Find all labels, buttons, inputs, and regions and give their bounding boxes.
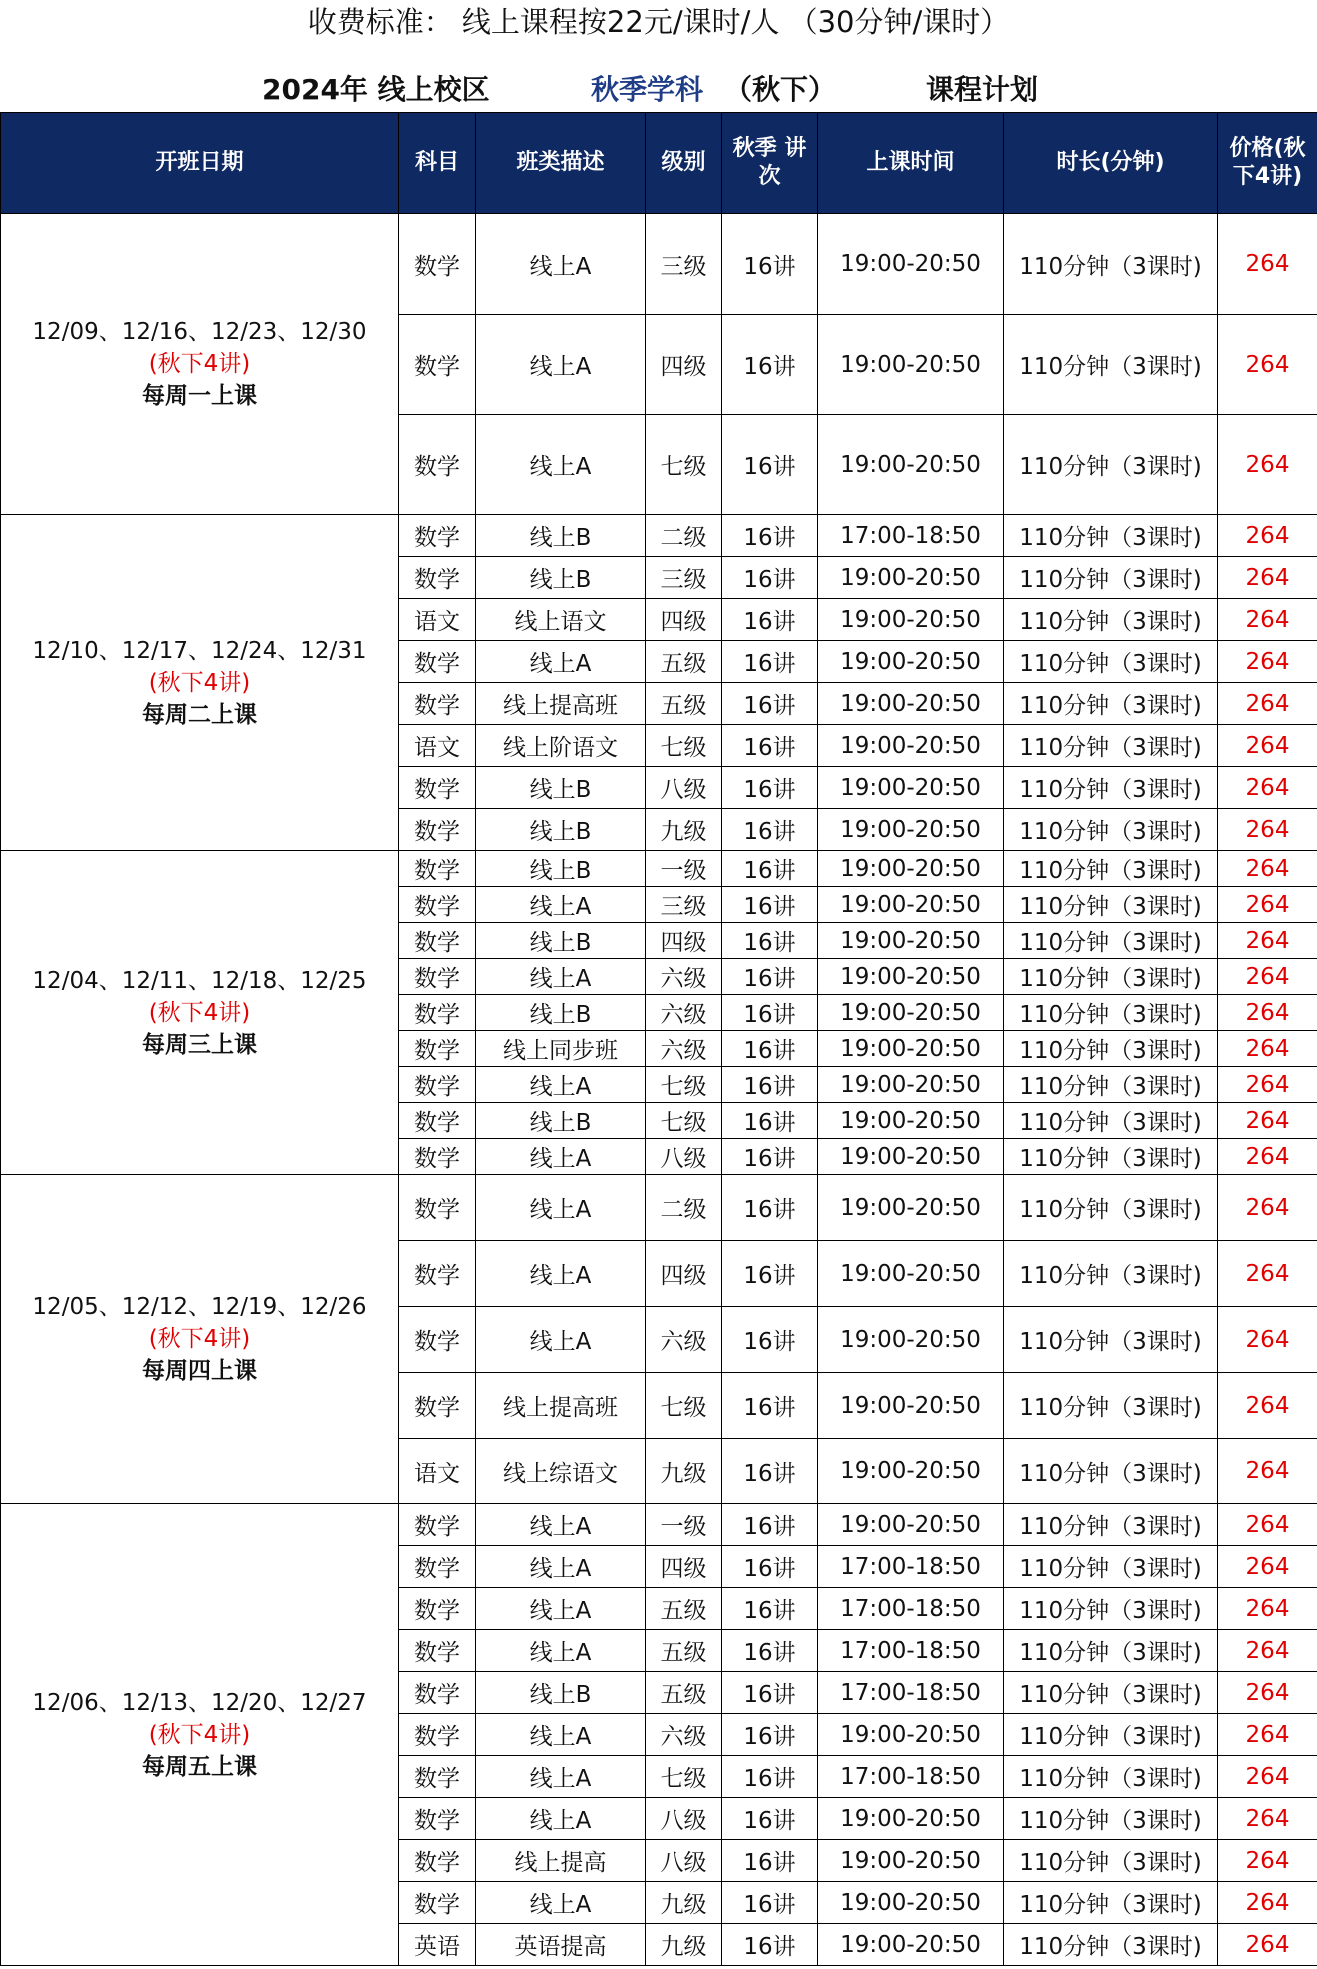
price-cell: 264 [1218,641,1317,683]
subject-cell: 数学 [399,1067,476,1103]
duration-cell: 110分钟（3课时) [1004,1139,1218,1175]
level-cell: 六级 [646,1714,722,1756]
subject-cell: 数学 [399,1714,476,1756]
subject-cell: 数学 [399,315,476,415]
duration-cell: 110分钟（3课时) [1004,1307,1218,1373]
class-type-cell: 线上B [476,1103,646,1139]
class-type-cell: 线上A [476,1882,646,1924]
price-cell: 264 [1218,923,1317,959]
subject-cell: 数学 [399,1588,476,1630]
subject-cell: 数学 [399,1373,476,1439]
level-cell: 一级 [646,1504,722,1546]
level-cell: 二级 [646,1175,722,1241]
duration-cell: 110分钟（3课时) [1004,1373,1218,1439]
duration-cell: 110分钟（3课时) [1004,214,1218,315]
duration-cell: 110分钟（3课时) [1004,995,1218,1031]
time-cell: 17:00-18:50 [818,1756,1004,1798]
price-cell: 264 [1218,1840,1317,1882]
level-cell: 四级 [646,923,722,959]
fee-standard: 收费标准： 线上课程按22元/课时/人 （30分钟/课时） [307,5,1010,39]
subject-cell: 数学 [399,515,476,557]
level-cell: 三级 [646,887,722,923]
price-cell: 264 [1218,1546,1317,1588]
subject-cell: 数学 [399,1504,476,1546]
level-cell: 二级 [646,515,722,557]
level-cell: 六级 [646,995,722,1031]
weekday-note: 每周二上课 [142,701,257,728]
time-cell: 17:00-18:50 [818,1546,1004,1588]
price-cell: 264 [1218,683,1317,725]
class-type-cell: 线上语文 [476,599,646,641]
time-cell: 19:00-20:50 [818,1067,1004,1103]
class-type-cell: 线上A [476,1546,646,1588]
class-type-cell: 线上A [476,641,646,683]
time-cell: 19:00-20:50 [818,809,1004,851]
class-type-cell: 线上提高 [476,1840,646,1882]
subject-cell: 数学 [399,641,476,683]
sessions-cell: 16讲 [722,1067,818,1103]
subject-cell: 数学 [399,557,476,599]
class-type-cell: 线上A [476,214,646,315]
sessions-cell: 16讲 [722,887,818,923]
price-cell: 264 [1218,1031,1317,1067]
time-cell: 19:00-20:50 [818,887,1004,923]
price-cell: 264 [1218,851,1317,887]
price-cell: 264 [1218,995,1317,1031]
price-cell: 264 [1218,1175,1317,1241]
price-cell: 264 [1218,599,1317,641]
level-cell: 七级 [646,1103,722,1139]
time-cell: 19:00-20:50 [818,1924,1004,1966]
class-type-cell: 线上A [476,1714,646,1756]
duration-cell: 110分钟（3课时) [1004,557,1218,599]
subject-cell: 数学 [399,1031,476,1067]
header-time: 上课时间 [818,113,1004,214]
header-start-date: 开班日期 [1,113,399,214]
price-cell: 264 [1218,1373,1317,1439]
class-type-cell: 线上A [476,1798,646,1840]
price-cell: 264 [1218,1672,1317,1714]
title-term: （秋下） [724,73,837,106]
subject-cell: 数学 [399,1756,476,1798]
duration-cell: 110分钟（3课时) [1004,1241,1218,1307]
time-cell: 19:00-20:50 [818,1103,1004,1139]
price-cell: 264 [1218,1756,1317,1798]
duration-cell: 110分钟（3课时) [1004,1103,1218,1139]
price-cell: 264 [1218,1714,1317,1756]
class-type-cell: 线上B [476,923,646,959]
subject-cell: 数学 [399,995,476,1031]
subject-cell: 数学 [399,1672,476,1714]
sessions-cell: 16讲 [722,557,818,599]
time-cell: 19:00-20:50 [818,851,1004,887]
sessions-cell: 16讲 [722,415,818,515]
sessions-cell: 16讲 [722,1546,818,1588]
price-cell: 264 [1218,1798,1317,1840]
sessions-cell: 16讲 [722,1504,818,1546]
weekday-note: 每周四上课 [142,1358,257,1384]
duration-cell: 110分钟（3课时) [1004,1924,1218,1966]
class-type-cell: 英语提高 [476,1924,646,1966]
subject-cell: 数学 [399,683,476,725]
price-cell: 264 [1218,1067,1317,1103]
time-cell: 19:00-20:50 [818,1241,1004,1307]
duration-cell: 110分钟（3课时) [1004,887,1218,923]
subject-cell: 数学 [399,923,476,959]
duration-cell: 110分钟（3课时) [1004,809,1218,851]
time-cell: 17:00-18:50 [818,1588,1004,1630]
time-cell: 19:00-20:50 [818,557,1004,599]
subject-cell: 语文 [399,1439,476,1504]
subject-cell: 数学 [399,851,476,887]
sessions-cell: 16讲 [722,1714,818,1756]
class-type-cell: 线上A [476,315,646,415]
title-plan: 课程计划 [926,73,1039,106]
header-duration: 时长(分钟) [1004,113,1218,214]
class-type-cell: 线上B [476,557,646,599]
duration-cell: 110分钟（3课时) [1004,1031,1218,1067]
sessions-cell: 16讲 [722,959,818,995]
subject-cell: 数学 [399,415,476,515]
time-cell: 19:00-20:50 [818,1714,1004,1756]
class-type-cell: 线上A [476,959,646,995]
level-cell: 九级 [646,809,722,851]
price-cell: 264 [1218,1924,1317,1966]
sessions-cell: 16讲 [722,725,818,767]
duration-cell: 110分钟（3课时) [1004,1630,1218,1672]
sessions-cell: 16讲 [722,1175,818,1241]
time-cell: 19:00-20:50 [818,995,1004,1031]
term-note: (秋下4讲) [148,1721,251,1748]
time-cell: 19:00-20:50 [818,725,1004,767]
schedule-title [0,68,1317,112]
sessions-cell: 16讲 [722,315,818,415]
class-type-cell: 线上A [476,1175,646,1241]
duration-cell: 110分钟（3课时) [1004,1546,1218,1588]
subject-cell: 数学 [399,1546,476,1588]
date-group-cell [1,515,399,851]
header-class-type: 班类描述 [476,113,646,214]
class-type-cell: 线上B [476,1672,646,1714]
time-cell: 19:00-20:50 [818,959,1004,995]
date-group-cell [1,1175,399,1504]
level-cell: 七级 [646,1373,722,1439]
sessions-cell: 16讲 [722,1588,818,1630]
term-note: (秋下4讲) [148,351,251,377]
duration-cell: 110分钟（3课时) [1004,767,1218,809]
sessions-cell: 16讲 [722,767,818,809]
duration-cell: 110分钟（3课时) [1004,959,1218,995]
class-type-cell: 线上B [476,515,646,557]
price-cell: 264 [1218,557,1317,599]
price-cell: 264 [1218,214,1317,315]
time-cell: 19:00-20:50 [818,315,1004,415]
level-cell: 四级 [646,1546,722,1588]
date-range: 12/04、12/11、12/18、12/25 [32,967,367,994]
weekday-note: 每周五上课 [142,1753,257,1780]
level-cell: 六级 [646,1307,722,1373]
time-cell: 19:00-20:50 [818,1139,1004,1175]
weekday-note: 每周三上课 [142,1031,257,1058]
level-cell: 四级 [646,1241,722,1307]
sessions-cell: 16讲 [722,1439,818,1504]
header-subject: 科目 [399,113,476,214]
time-cell: 19:00-20:50 [818,415,1004,515]
sessions-cell: 16讲 [722,1630,818,1672]
time-cell: 19:00-20:50 [818,599,1004,641]
time-cell: 17:00-18:50 [818,1630,1004,1672]
subject-cell: 数学 [399,1175,476,1241]
class-type-cell: 线上A [476,415,646,515]
sessions-cell: 16讲 [722,515,818,557]
duration-cell: 110分钟（3课时) [1004,1882,1218,1924]
subject-cell: 数学 [399,1840,476,1882]
level-cell: 六级 [646,959,722,995]
price-cell: 264 [1218,725,1317,767]
title-year-campus: 2024年 线上校区 [262,73,490,106]
level-cell: 八级 [646,1798,722,1840]
sessions-cell: 16讲 [722,1882,818,1924]
level-cell: 八级 [646,1139,722,1175]
subject-cell: 数学 [399,214,476,315]
sessions-cell: 16讲 [722,1307,818,1373]
duration-cell: 110分钟（3课时) [1004,725,1218,767]
level-cell: 七级 [646,1067,722,1103]
subject-cell: 数学 [399,1139,476,1175]
sessions-cell: 16讲 [722,809,818,851]
price-cell: 264 [1218,415,1317,515]
level-cell: 八级 [646,1840,722,1882]
class-type-cell: 线上A [476,1307,646,1373]
level-cell: 八级 [646,767,722,809]
class-type-cell: 线上B [476,767,646,809]
level-cell: 六级 [646,1031,722,1067]
header-level: 级别 [646,113,722,214]
subject-cell: 数学 [399,1241,476,1307]
date-group-cell [1,214,399,515]
time-cell: 17:00-18:50 [818,515,1004,557]
level-cell: 七级 [646,725,722,767]
time-cell: 19:00-20:50 [818,767,1004,809]
time-cell: 19:00-20:50 [818,923,1004,959]
sessions-cell: 16讲 [722,599,818,641]
level-cell: 三级 [646,214,722,315]
date-range: 12/05、12/12、12/19、12/26 [32,1294,367,1320]
sessions-cell: 16讲 [722,1924,818,1966]
class-type-cell: 线上综语文 [476,1439,646,1504]
time-cell: 19:00-20:50 [818,214,1004,315]
time-cell: 19:00-20:50 [818,1439,1004,1504]
duration-cell: 110分钟（3课时) [1004,1439,1218,1504]
price-cell: 264 [1218,767,1317,809]
subject-cell: 数学 [399,767,476,809]
sessions-cell: 16讲 [722,1103,818,1139]
time-cell: 19:00-20:50 [818,1840,1004,1882]
subject-cell: 数学 [399,1882,476,1924]
table-header-row [1,113,1317,214]
class-type-cell: 线上B [476,995,646,1031]
price-cell: 264 [1218,315,1317,415]
duration-cell: 110分钟（3课时) [1004,415,1218,515]
price-cell: 264 [1218,887,1317,923]
duration-cell: 110分钟（3课时) [1004,515,1218,557]
level-cell: 五级 [646,641,722,683]
duration-cell: 110分钟（3课时) [1004,923,1218,959]
time-cell: 19:00-20:50 [818,1175,1004,1241]
time-cell: 19:00-20:50 [818,683,1004,725]
price-cell: 264 [1218,1241,1317,1307]
price-cell: 264 [1218,1630,1317,1672]
class-type-cell: 线上A [476,1067,646,1103]
duration-cell: 110分钟（3课时) [1004,1175,1218,1241]
sessions-cell: 16讲 [722,214,818,315]
subject-cell: 数学 [399,809,476,851]
time-cell: 19:00-20:50 [818,1031,1004,1067]
subject-cell: 数学 [399,887,476,923]
subject-cell: 数学 [399,1307,476,1373]
class-type-cell: 线上B [476,809,646,851]
level-cell: 九级 [646,1882,722,1924]
duration-cell: 110分钟（3课时) [1004,1504,1218,1546]
level-cell: 九级 [646,1439,722,1504]
level-cell: 一级 [646,851,722,887]
term-note: (秋下4讲) [148,1326,251,1352]
table-row [1,515,1317,557]
time-cell: 17:00-18:50 [818,1672,1004,1714]
level-cell: 四级 [646,599,722,641]
sessions-cell: 16讲 [722,851,818,887]
table-row [1,1175,1317,1241]
header-price: 价格(秋下4讲) [1218,113,1317,214]
level-cell: 四级 [646,315,722,415]
duration-cell: 110分钟（3课时) [1004,641,1218,683]
class-type-cell: 线上A [476,1139,646,1175]
date-range: 12/10、12/17、12/24、12/31 [32,637,367,664]
table-row [1,214,1317,315]
duration-cell: 110分钟（3课时) [1004,851,1218,887]
sessions-cell: 16讲 [722,995,818,1031]
date-range: 12/09、12/16、12/23、12/30 [32,319,367,345]
title-season: 秋季学科 [591,73,704,106]
price-cell: 264 [1218,1307,1317,1373]
level-cell: 七级 [646,415,722,515]
level-cell: 五级 [646,1588,722,1630]
class-type-cell: 线上提高班 [476,1373,646,1439]
level-cell: 九级 [646,1924,722,1966]
price-cell: 264 [1218,809,1317,851]
duration-cell: 110分钟（3课时) [1004,1756,1218,1798]
price-cell: 264 [1218,1139,1317,1175]
class-type-cell: 线上提高班 [476,683,646,725]
class-type-cell: 线上A [476,1504,646,1546]
class-type-cell: 线上同步班 [476,1031,646,1067]
subject-cell: 英语 [399,1924,476,1966]
sessions-cell: 16讲 [722,1798,818,1840]
duration-cell: 110分钟（3课时) [1004,1840,1218,1882]
level-cell: 五级 [646,683,722,725]
sessions-cell: 16讲 [722,1139,818,1175]
class-type-cell: 线上B [476,851,646,887]
time-cell: 19:00-20:50 [818,1373,1004,1439]
duration-cell: 110分钟（3课时) [1004,315,1218,415]
class-type-cell: 线上阶语文 [476,725,646,767]
price-cell: 264 [1218,1588,1317,1630]
subject-cell: 数学 [399,1103,476,1139]
time-cell: 19:00-20:50 [818,1882,1004,1924]
subject-cell: 数学 [399,959,476,995]
sessions-cell: 16讲 [722,683,818,725]
weekday-note: 每周一上课 [142,383,257,409]
level-cell: 五级 [646,1630,722,1672]
price-cell: 264 [1218,1504,1317,1546]
duration-cell: 110分钟（3课时) [1004,1067,1218,1103]
duration-cell: 110分钟（3课时) [1004,1672,1218,1714]
course-table [0,112,1317,1966]
level-cell: 五级 [646,1672,722,1714]
subject-cell: 数学 [399,1630,476,1672]
header-sessions: 秋季 讲次 [722,113,818,214]
duration-cell: 110分钟（3课时) [1004,683,1218,725]
sessions-cell: 16讲 [722,1031,818,1067]
subject-cell: 语文 [399,725,476,767]
price-cell: 264 [1218,959,1317,995]
price-cell: 264 [1218,1103,1317,1139]
duration-cell: 110分钟（3课时) [1004,1588,1218,1630]
price-cell: 264 [1218,1439,1317,1504]
sessions-cell: 16讲 [722,1756,818,1798]
time-cell: 19:00-20:50 [818,1307,1004,1373]
sessions-cell: 16讲 [722,641,818,683]
duration-cell: 110分钟（3课时) [1004,1714,1218,1756]
date-group-cell [1,851,399,1175]
duration-cell: 110分钟（3课时) [1004,1798,1218,1840]
term-note: (秋下4讲) [148,669,251,696]
date-group-cell [1,1504,399,1966]
sessions-cell: 16讲 [722,1373,818,1439]
duration-cell: 110分钟（3课时) [1004,599,1218,641]
date-range: 12/06、12/13、12/20、12/27 [32,1689,367,1716]
level-cell: 三级 [646,557,722,599]
class-type-cell: 线上A [476,1630,646,1672]
table-row [1,851,1317,887]
class-type-cell: 线上A [476,1588,646,1630]
time-cell: 19:00-20:50 [818,1504,1004,1546]
price-cell: 264 [1218,1882,1317,1924]
class-type-cell: 线上A [476,1241,646,1307]
subject-cell: 语文 [399,599,476,641]
level-cell: 七级 [646,1756,722,1798]
sessions-cell: 16讲 [722,1241,818,1307]
sessions-cell: 16讲 [722,923,818,959]
subject-cell: 数学 [399,1798,476,1840]
class-type-cell: 线上A [476,1756,646,1798]
price-cell: 264 [1218,515,1317,557]
sessions-cell: 16讲 [722,1672,818,1714]
class-type-cell: 线上A [476,887,646,923]
sessions-cell: 16讲 [722,1840,818,1882]
time-cell: 19:00-20:50 [818,1798,1004,1840]
time-cell: 19:00-20:50 [818,641,1004,683]
term-note: (秋下4讲) [148,999,251,1026]
table-row [1,1504,1317,1546]
